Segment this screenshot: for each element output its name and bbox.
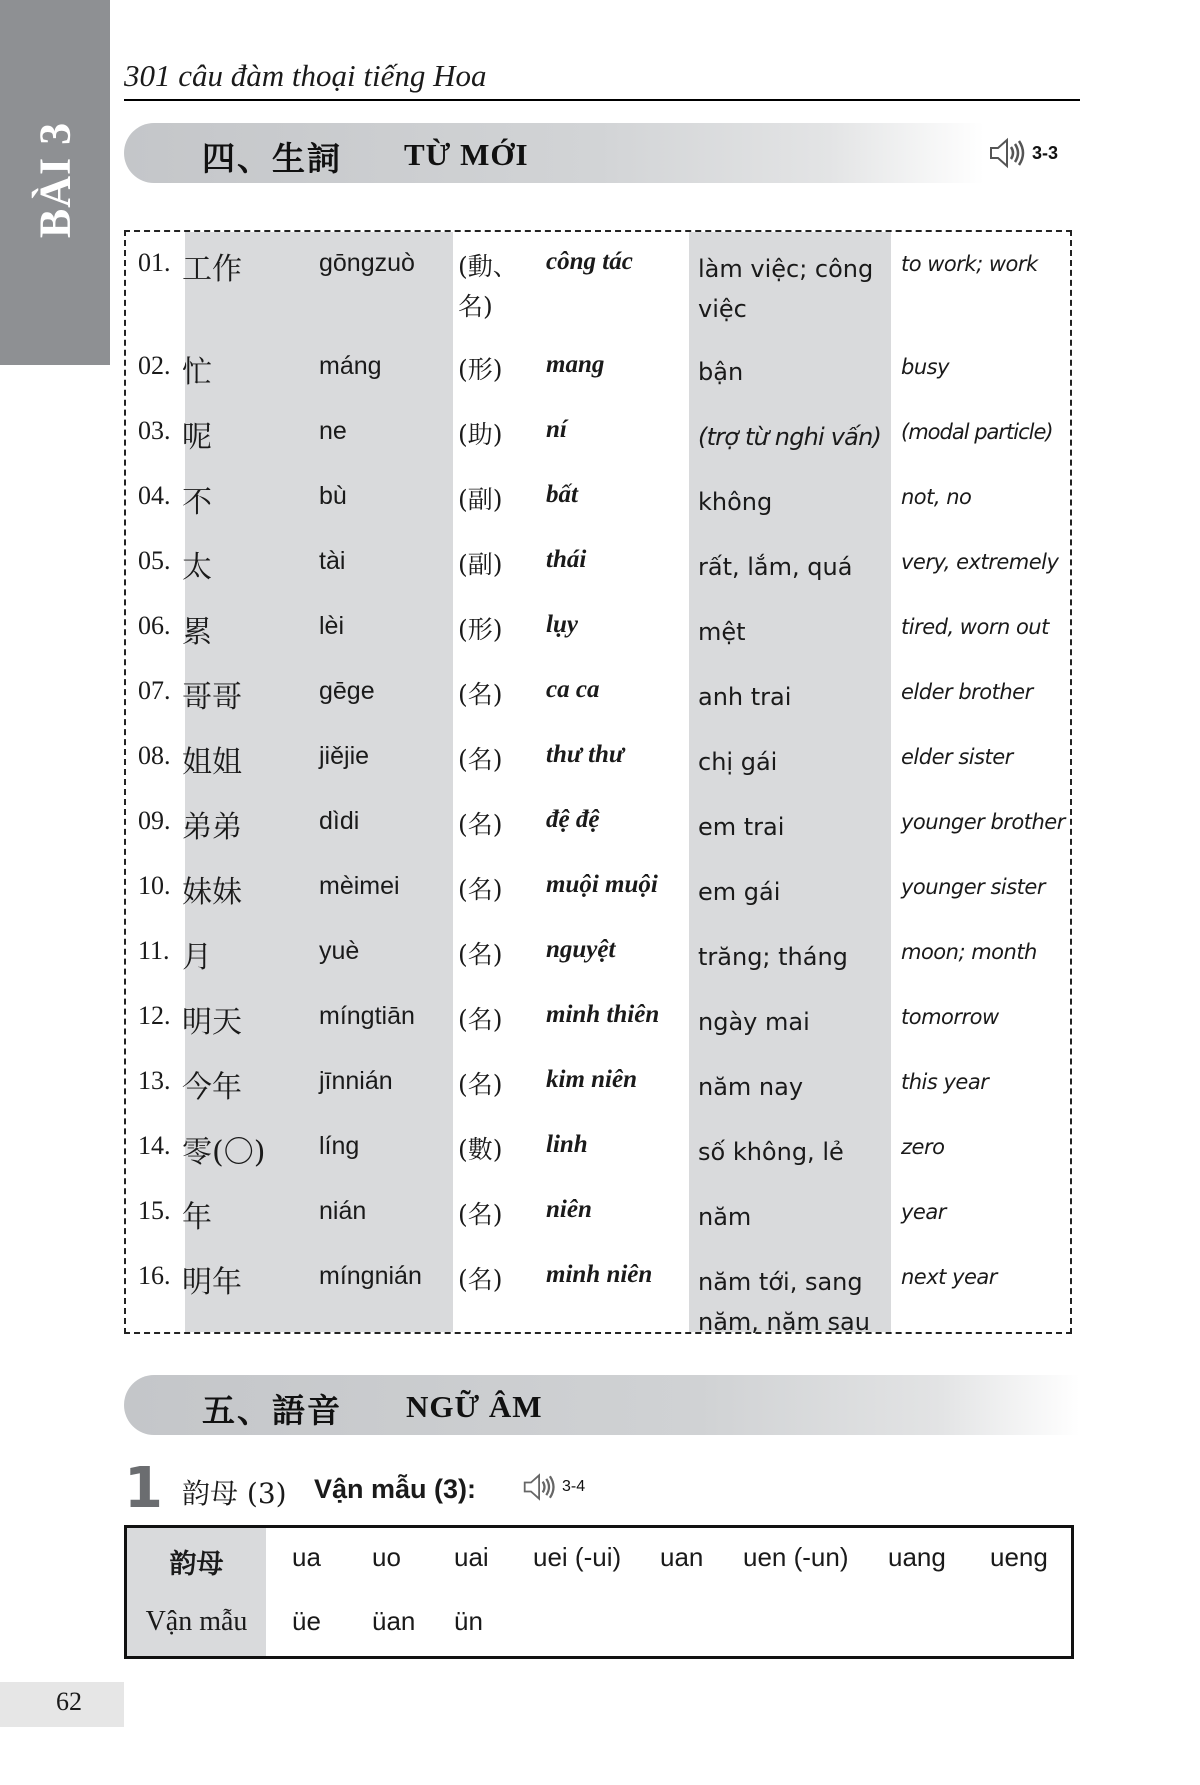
finals-row-1 bbox=[127, 1528, 1071, 1592]
entry-han-viet: mang bbox=[546, 351, 605, 378]
entry-english: busy bbox=[901, 355, 950, 379]
entry-number: 13. bbox=[138, 1066, 171, 1095]
entry-vietnamese: năm bbox=[698, 1203, 752, 1231]
entry-number: 16. bbox=[138, 1261, 171, 1290]
page-number-box bbox=[0, 1682, 124, 1727]
entry-english: this year bbox=[901, 1070, 989, 1094]
finals-row-2 bbox=[127, 1592, 1071, 1656]
vocab-row bbox=[126, 997, 1070, 1061]
entry-han-viet: linh bbox=[546, 1131, 588, 1158]
final-item: uei (-ui) bbox=[533, 1542, 622, 1572]
entry-hanzi: 明天 bbox=[182, 1005, 242, 1040]
entry-part-of-speech: (名) bbox=[458, 875, 503, 904]
entry-english: tomorrow bbox=[901, 1005, 999, 1029]
subsection-title-chinese: 韵母 (3) bbox=[182, 1477, 287, 1510]
entry-pinyin: mèimei bbox=[319, 872, 400, 900]
entry-number: 11. bbox=[138, 936, 170, 965]
entry-english: elder brother bbox=[901, 680, 1033, 704]
entry-number: 15. bbox=[138, 1196, 171, 1225]
entry-hanzi: 妹妹 bbox=[182, 875, 242, 910]
vocab-row bbox=[126, 607, 1070, 671]
entry-hanzi: 零(〇) bbox=[182, 1135, 266, 1170]
entry-hanzi: 月 bbox=[182, 940, 212, 975]
entry-pinyin: gēge bbox=[319, 677, 375, 705]
audio-track-3-3[interactable] bbox=[988, 137, 1058, 169]
entry-number: 03. bbox=[138, 416, 171, 445]
vocab-row bbox=[126, 542, 1070, 606]
entry-number: 02. bbox=[138, 351, 171, 380]
entry-vietnamese: anh trai bbox=[698, 683, 792, 711]
entry-han-viet: niên bbox=[546, 1196, 592, 1223]
final-item: uen (-un) bbox=[743, 1542, 849, 1572]
entry-part-of-speech: (名) bbox=[458, 810, 503, 839]
entry-vietnamese: không bbox=[698, 488, 773, 516]
entry-vietnamese: năm nay bbox=[698, 1073, 804, 1101]
entry-part-of-speech: (數) bbox=[458, 1135, 503, 1164]
lesson-label: BÀI 3 bbox=[30, 121, 80, 239]
vocab-row bbox=[126, 1127, 1070, 1191]
final-item: uo bbox=[372, 1542, 401, 1572]
vocab-row bbox=[126, 244, 1070, 334]
entry-vietnamese: số không, lẻ bbox=[698, 1138, 844, 1166]
final-item: ueng bbox=[990, 1542, 1048, 1572]
final-item: üan bbox=[372, 1606, 416, 1636]
entry-pinyin: jīnnián bbox=[319, 1067, 393, 1095]
entry-number: 12. bbox=[138, 1001, 171, 1030]
entry-english: tired, worn out bbox=[901, 615, 1049, 639]
entry-pinyin: jiějie bbox=[319, 742, 370, 770]
entry-number: 08. bbox=[138, 741, 171, 770]
entry-han-viet: minh niên bbox=[546, 1261, 653, 1288]
entry-pinyin: gōngzuò bbox=[319, 249, 415, 277]
final-item: uang bbox=[888, 1542, 946, 1572]
book-title: 301 câu đàm thoại tiếng Hoa bbox=[124, 58, 487, 93]
vocab-row bbox=[126, 412, 1070, 476]
entry-han-viet: công tác bbox=[546, 248, 633, 275]
entry-hanzi: 弟弟 bbox=[182, 810, 242, 845]
section-title-chinese: 四、生詞 bbox=[202, 139, 342, 178]
section-title-vietnamese: TỪ MỚI bbox=[404, 137, 529, 172]
entry-hanzi: 姐姐 bbox=[182, 745, 242, 780]
entry-number: 07. bbox=[138, 676, 171, 705]
entry-hanzi: 工作 bbox=[182, 252, 242, 287]
finals-label-vietnamese: Vận mẫu bbox=[145, 1606, 248, 1637]
entry-english: zero bbox=[901, 1135, 945, 1159]
entry-english: very, extremely bbox=[901, 550, 1059, 574]
entry-part-of-speech: (名) bbox=[458, 1005, 503, 1034]
final-item: ua bbox=[292, 1542, 321, 1572]
entry-english: moon; month bbox=[901, 940, 1037, 964]
entry-han-viet: nguyệt bbox=[546, 936, 616, 963]
entry-part-of-speech: (名) bbox=[458, 940, 503, 969]
speaker-icon bbox=[988, 137, 1028, 169]
entry-han-viet: bất bbox=[546, 481, 578, 508]
entry-han-viet: thư thư bbox=[546, 741, 624, 768]
section-header-phonetics bbox=[124, 1375, 1080, 1435]
entry-pinyin: máng bbox=[319, 352, 382, 380]
entry-part-of-speech: (名) bbox=[458, 1265, 503, 1294]
entry-part-of-speech: (助) bbox=[458, 420, 503, 449]
page-number: 62 bbox=[56, 1687, 82, 1716]
subsection-title-vietnamese: Vận mẫu (3): bbox=[314, 1474, 477, 1504]
final-item: üe bbox=[292, 1606, 321, 1636]
entry-english: not, no bbox=[901, 485, 972, 509]
vocab-row bbox=[126, 1062, 1070, 1126]
section-title-chinese: 五、語音 bbox=[202, 1391, 342, 1430]
entry-vietnamese: năm tới, sang năm, năm sau bbox=[698, 1268, 870, 1336]
entry-hanzi: 年 bbox=[182, 1200, 212, 1235]
entry-hanzi: 哥哥 bbox=[182, 680, 242, 715]
vocab-row bbox=[126, 347, 1070, 411]
entry-part-of-speech: (副) bbox=[458, 550, 503, 579]
entry-part-of-speech: (名) bbox=[458, 1070, 503, 1099]
finals-table bbox=[124, 1525, 1074, 1659]
finals-label-chinese: 韵母 bbox=[169, 1549, 224, 1580]
entry-part-of-speech: (名) bbox=[458, 680, 503, 709]
entry-han-viet: muội muội bbox=[546, 871, 658, 898]
section-header-vocab bbox=[124, 123, 984, 183]
entry-hanzi: 明年 bbox=[182, 1265, 242, 1300]
entry-han-viet: thái bbox=[546, 546, 587, 573]
entry-pinyin: míngtiān bbox=[319, 1002, 415, 1030]
entry-pinyin: bù bbox=[319, 482, 347, 510]
entry-part-of-speech: (名) bbox=[458, 1200, 503, 1229]
entry-part-of-speech: (形) bbox=[458, 615, 503, 644]
final-item: uai bbox=[454, 1542, 489, 1572]
entry-vietnamese: rất, lắm, quá bbox=[698, 553, 853, 581]
section-title-vietnamese: NGỮ ÂM bbox=[406, 1389, 543, 1424]
entry-number: 06. bbox=[138, 611, 171, 640]
entry-english: to work; work bbox=[901, 252, 1038, 276]
vocab-row bbox=[126, 1192, 1070, 1256]
entry-pinyin: lèi bbox=[319, 612, 345, 640]
audio-track-code: 3-3 bbox=[1032, 142, 1059, 163]
entry-number: 01. bbox=[138, 248, 171, 277]
entry-vietnamese: ngày mai bbox=[698, 1008, 810, 1036]
entry-vietnamese: chị gái bbox=[698, 748, 778, 776]
vocabulary-table bbox=[124, 230, 1072, 1334]
audio-track-3-4[interactable] bbox=[522, 1472, 585, 1502]
entry-vietnamese: bận bbox=[698, 358, 744, 386]
entry-han-viet: ca ca bbox=[546, 676, 600, 703]
entry-vietnamese: em trai bbox=[698, 813, 785, 841]
entry-number: 04. bbox=[138, 481, 171, 510]
entry-number: 10. bbox=[138, 871, 171, 900]
entry-pinyin: yuè bbox=[319, 937, 360, 965]
entry-hanzi: 忙 bbox=[182, 355, 212, 390]
entry-han-viet: kim niên bbox=[546, 1066, 637, 1093]
entry-english: next year bbox=[901, 1265, 997, 1289]
entry-han-viet: đệ đệ bbox=[546, 806, 600, 833]
entry-han-viet: lụy bbox=[546, 611, 578, 638]
vocab-row bbox=[126, 867, 1070, 931]
audio-track-code: 3-4 bbox=[562, 1478, 586, 1495]
entry-pinyin: ne bbox=[319, 417, 347, 445]
entry-hanzi: 累 bbox=[182, 615, 212, 650]
entry-hanzi: 不 bbox=[182, 485, 212, 520]
vocab-row bbox=[126, 802, 1070, 866]
entry-english: (modal particle) bbox=[901, 420, 1053, 444]
vocab-row bbox=[126, 1257, 1070, 1337]
vocab-row bbox=[126, 932, 1070, 996]
vocab-row bbox=[126, 672, 1070, 736]
entry-han-viet: minh thiên bbox=[546, 1001, 660, 1028]
entry-part-of-speech: (動、名) bbox=[458, 252, 518, 321]
subsection-number: 1 bbox=[124, 1456, 163, 1521]
entry-hanzi: 太 bbox=[182, 550, 212, 585]
speaker-icon bbox=[522, 1472, 558, 1502]
lesson-side-tab bbox=[0, 0, 110, 365]
entry-hanzi: 呢 bbox=[182, 420, 212, 455]
entry-part-of-speech: (名) bbox=[458, 745, 503, 774]
entry-english: elder sister bbox=[901, 745, 1013, 769]
final-item: ün bbox=[454, 1606, 483, 1636]
header-divider bbox=[124, 99, 1080, 101]
vocab-row bbox=[126, 737, 1070, 801]
entry-vietnamese: em gái bbox=[698, 878, 781, 906]
entry-number: 09. bbox=[138, 806, 171, 835]
vocab-row bbox=[126, 477, 1070, 541]
entry-part-of-speech: (形) bbox=[458, 355, 503, 384]
entry-pinyin: míngnián bbox=[319, 1262, 422, 1290]
entry-number: 05. bbox=[138, 546, 171, 575]
entry-vietnamese: (trợ từ nghi vấn) bbox=[698, 423, 882, 451]
entry-part-of-speech: (副) bbox=[458, 485, 503, 514]
final-item: uan bbox=[660, 1542, 704, 1572]
entry-pinyin: líng bbox=[319, 1132, 360, 1160]
entry-pinyin: dìdi bbox=[319, 807, 360, 835]
entry-vietnamese: làm việc; công việc bbox=[698, 255, 874, 323]
entry-pinyin: nián bbox=[319, 1197, 367, 1225]
entry-vietnamese: mệt bbox=[698, 618, 746, 646]
entry-number: 14. bbox=[138, 1131, 171, 1160]
entry-hanzi: 今年 bbox=[182, 1070, 242, 1105]
entry-english: year bbox=[901, 1200, 946, 1224]
entry-han-viet: ní bbox=[546, 416, 567, 443]
entry-pinyin: tài bbox=[319, 547, 346, 575]
entry-vietnamese: trăng; tháng bbox=[698, 943, 848, 971]
entry-english: younger brother bbox=[901, 810, 1065, 834]
entry-english: younger sister bbox=[901, 875, 1045, 899]
